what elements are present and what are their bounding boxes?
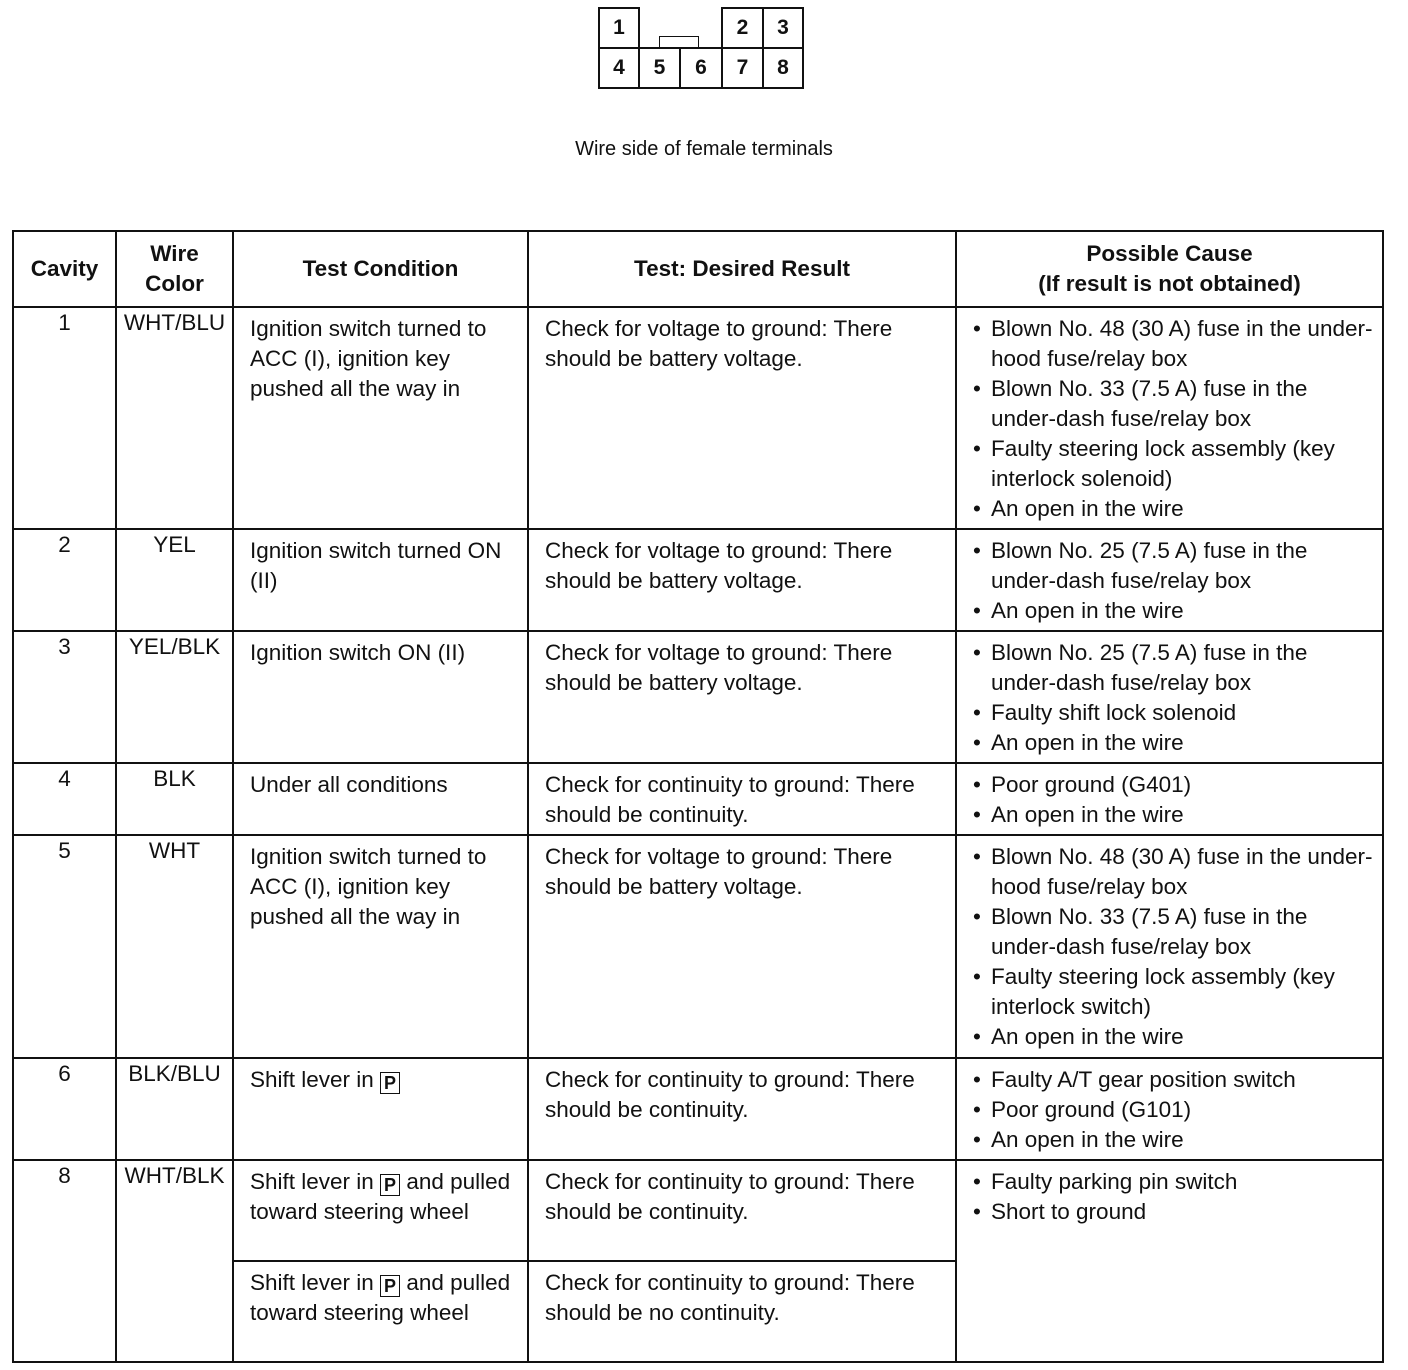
condition-text: Shift lever in — [250, 1270, 381, 1295]
cause-item: • An open in the wire — [971, 1022, 1376, 1052]
test-condition-cell: Ignition switch turned to ACC (I), ignition key pushed all the way in — [233, 307, 528, 529]
cause-item: • Blown No. 33 (7.5 A) fuse in the under-dash fuse/relay box — [971, 374, 1376, 434]
test-condition-cell: Ignition switch ON (II) — [233, 631, 528, 763]
cavity-cell: 2 — [13, 529, 116, 631]
desired-result-cell: Check for voltage to ground: There should be battery voltage. — [528, 835, 956, 1058]
test-condition-cell — [233, 1058, 528, 1160]
wire-color-cell: WHT/BLU — [116, 307, 233, 529]
desired-result-cell: Check for continuity to ground: There should be continuity. — [528, 1058, 956, 1160]
wire-color-cell: BLK — [116, 763, 233, 835]
desired-result-cell: Check for voltage to ground: There should be battery voltage. — [528, 529, 956, 631]
terminal-6: 6 — [679, 47, 723, 89]
condition-text: Shift lever in — [250, 1169, 381, 1194]
cause-item: • Faulty shift lock solenoid — [971, 698, 1376, 728]
cause-item: • An open in the wire — [971, 596, 1376, 626]
header-desired-result: Test: Desired Result — [528, 231, 956, 307]
desired-result-cell: Check for voltage to ground: There should be battery voltage. — [528, 631, 956, 763]
cause-item: • Blown No. 25 (7.5 A) fuse in the under-dash fuse/relay box — [971, 638, 1376, 698]
table-row — [13, 631, 1383, 763]
table-row — [13, 529, 1383, 631]
cause-item: • An open in the wire — [971, 494, 1376, 524]
possible-cause-cell — [956, 1160, 1383, 1362]
cause-item: • An open in the wire — [971, 728, 1376, 758]
possible-cause-cell — [956, 529, 1383, 631]
table-row — [13, 835, 1383, 1058]
cause-item: • Blown No. 25 (7.5 A) fuse in the under-dash fuse/relay box — [971, 536, 1376, 596]
header-possible-cause-line1: Possible Cause — [1086, 241, 1253, 266]
cavity-cell: 3 — [13, 631, 116, 763]
cavity-cell: 8 — [13, 1160, 116, 1362]
wire-color-cell: BLK/BLU — [116, 1058, 233, 1160]
connector-caption: Wire side of female terminals — [575, 138, 833, 160]
park-position-icon: P — [380, 1174, 400, 1196]
possible-cause-cell — [956, 835, 1383, 1058]
test-condition-cell: Under all conditions — [233, 763, 528, 835]
table-row — [13, 1160, 1383, 1261]
connector-diagram — [598, 7, 804, 89]
terminal-4: 4 — [598, 47, 640, 89]
possible-cause-cell — [956, 307, 1383, 529]
condition-text: and pulled toward steering wheel — [250, 1169, 511, 1224]
header-possible-cause — [956, 231, 1383, 307]
cause-item: • Poor ground (G101) — [971, 1095, 1376, 1125]
terminal-3: 3 — [762, 7, 804, 49]
header-wire-color — [116, 231, 233, 307]
cause-item: • Faulty parking pin switch — [971, 1167, 1376, 1197]
cause-item: • Short to ground — [971, 1197, 1376, 1227]
cavity-cell: 6 — [13, 1058, 116, 1160]
cause-item: • An open in the wire — [971, 1125, 1376, 1155]
header-possible-cause-line2: (If result is not obtained) — [1038, 271, 1301, 296]
desired-result-cell: Check for continuity to ground: There should be continuity. — [528, 1160, 956, 1261]
test-condition-cell: Ignition switch turned ON (II) — [233, 529, 528, 631]
cause-item: • Blown No. 48 (30 A) fuse in the under-hood fuse/relay box — [971, 842, 1376, 902]
terminal-7: 7 — [721, 47, 764, 89]
test-condition-cell: Ignition switch turned to ACC (I), ignition key pushed all the way in — [233, 835, 528, 1058]
possible-cause-cell — [956, 631, 1383, 763]
cavity-cell: 1 — [13, 307, 116, 529]
desired-result-cell: Check for continuity to ground: There should be continuity. — [528, 763, 956, 835]
table-row — [13, 307, 1383, 529]
terminal-5: 5 — [638, 47, 681, 89]
park-position-icon: P — [380, 1072, 400, 1094]
cause-item: • Faulty A/T gear position switch — [971, 1065, 1376, 1095]
test-condition-cell — [233, 1261, 528, 1362]
header-wire-color-line2: Color — [145, 271, 204, 296]
header-cavity: Cavity — [13, 231, 116, 307]
cause-item: • Blown No. 48 (30 A) fuse in the under-hood fuse/relay box — [971, 314, 1376, 374]
possible-cause-cell — [956, 763, 1383, 835]
terminal-2: 2 — [721, 7, 764, 49]
table-row — [13, 763, 1383, 835]
table-row — [13, 1058, 1383, 1160]
wire-color-cell: WHT — [116, 835, 233, 1058]
terminal-8: 8 — [762, 47, 804, 89]
cause-item: • Poor ground (G401) — [971, 770, 1376, 800]
terminal-1: 1 — [598, 7, 640, 49]
cavity-cell: 5 — [13, 835, 116, 1058]
cause-item: • An open in the wire — [971, 800, 1376, 830]
cause-item: • Blown No. 33 (7.5 A) fuse in the under-dash fuse/relay box — [971, 902, 1376, 962]
desired-result-cell: Check for voltage to ground: There should be battery voltage. — [528, 307, 956, 529]
header-test-condition: Test Condition — [233, 231, 528, 307]
terminal-test-table — [12, 230, 1384, 1363]
wire-color-cell: YEL/BLK — [116, 631, 233, 763]
condition-text: Shift lever in — [250, 1067, 381, 1092]
header-wire-color-line1: Wire — [150, 241, 199, 266]
connector-lock-tab — [659, 36, 699, 47]
cause-item: • Faulty steering lock assembly (key interlock switch) — [971, 962, 1376, 1022]
cavity-cell: 4 — [13, 763, 116, 835]
condition-text: and pulled toward steering wheel — [250, 1270, 511, 1325]
possible-cause-cell — [956, 1058, 1383, 1160]
desired-result-cell: Check for continuity to ground: There should be no continuity. — [528, 1261, 956, 1362]
cause-item: • Faulty steering lock assembly (key interlock solenoid) — [971, 434, 1376, 494]
park-position-icon: P — [380, 1275, 400, 1297]
table-header-row — [13, 231, 1383, 307]
wire-color-cell: YEL — [116, 529, 233, 631]
test-condition-cell — [233, 1160, 528, 1261]
wire-color-cell: WHT/BLK — [116, 1160, 233, 1362]
